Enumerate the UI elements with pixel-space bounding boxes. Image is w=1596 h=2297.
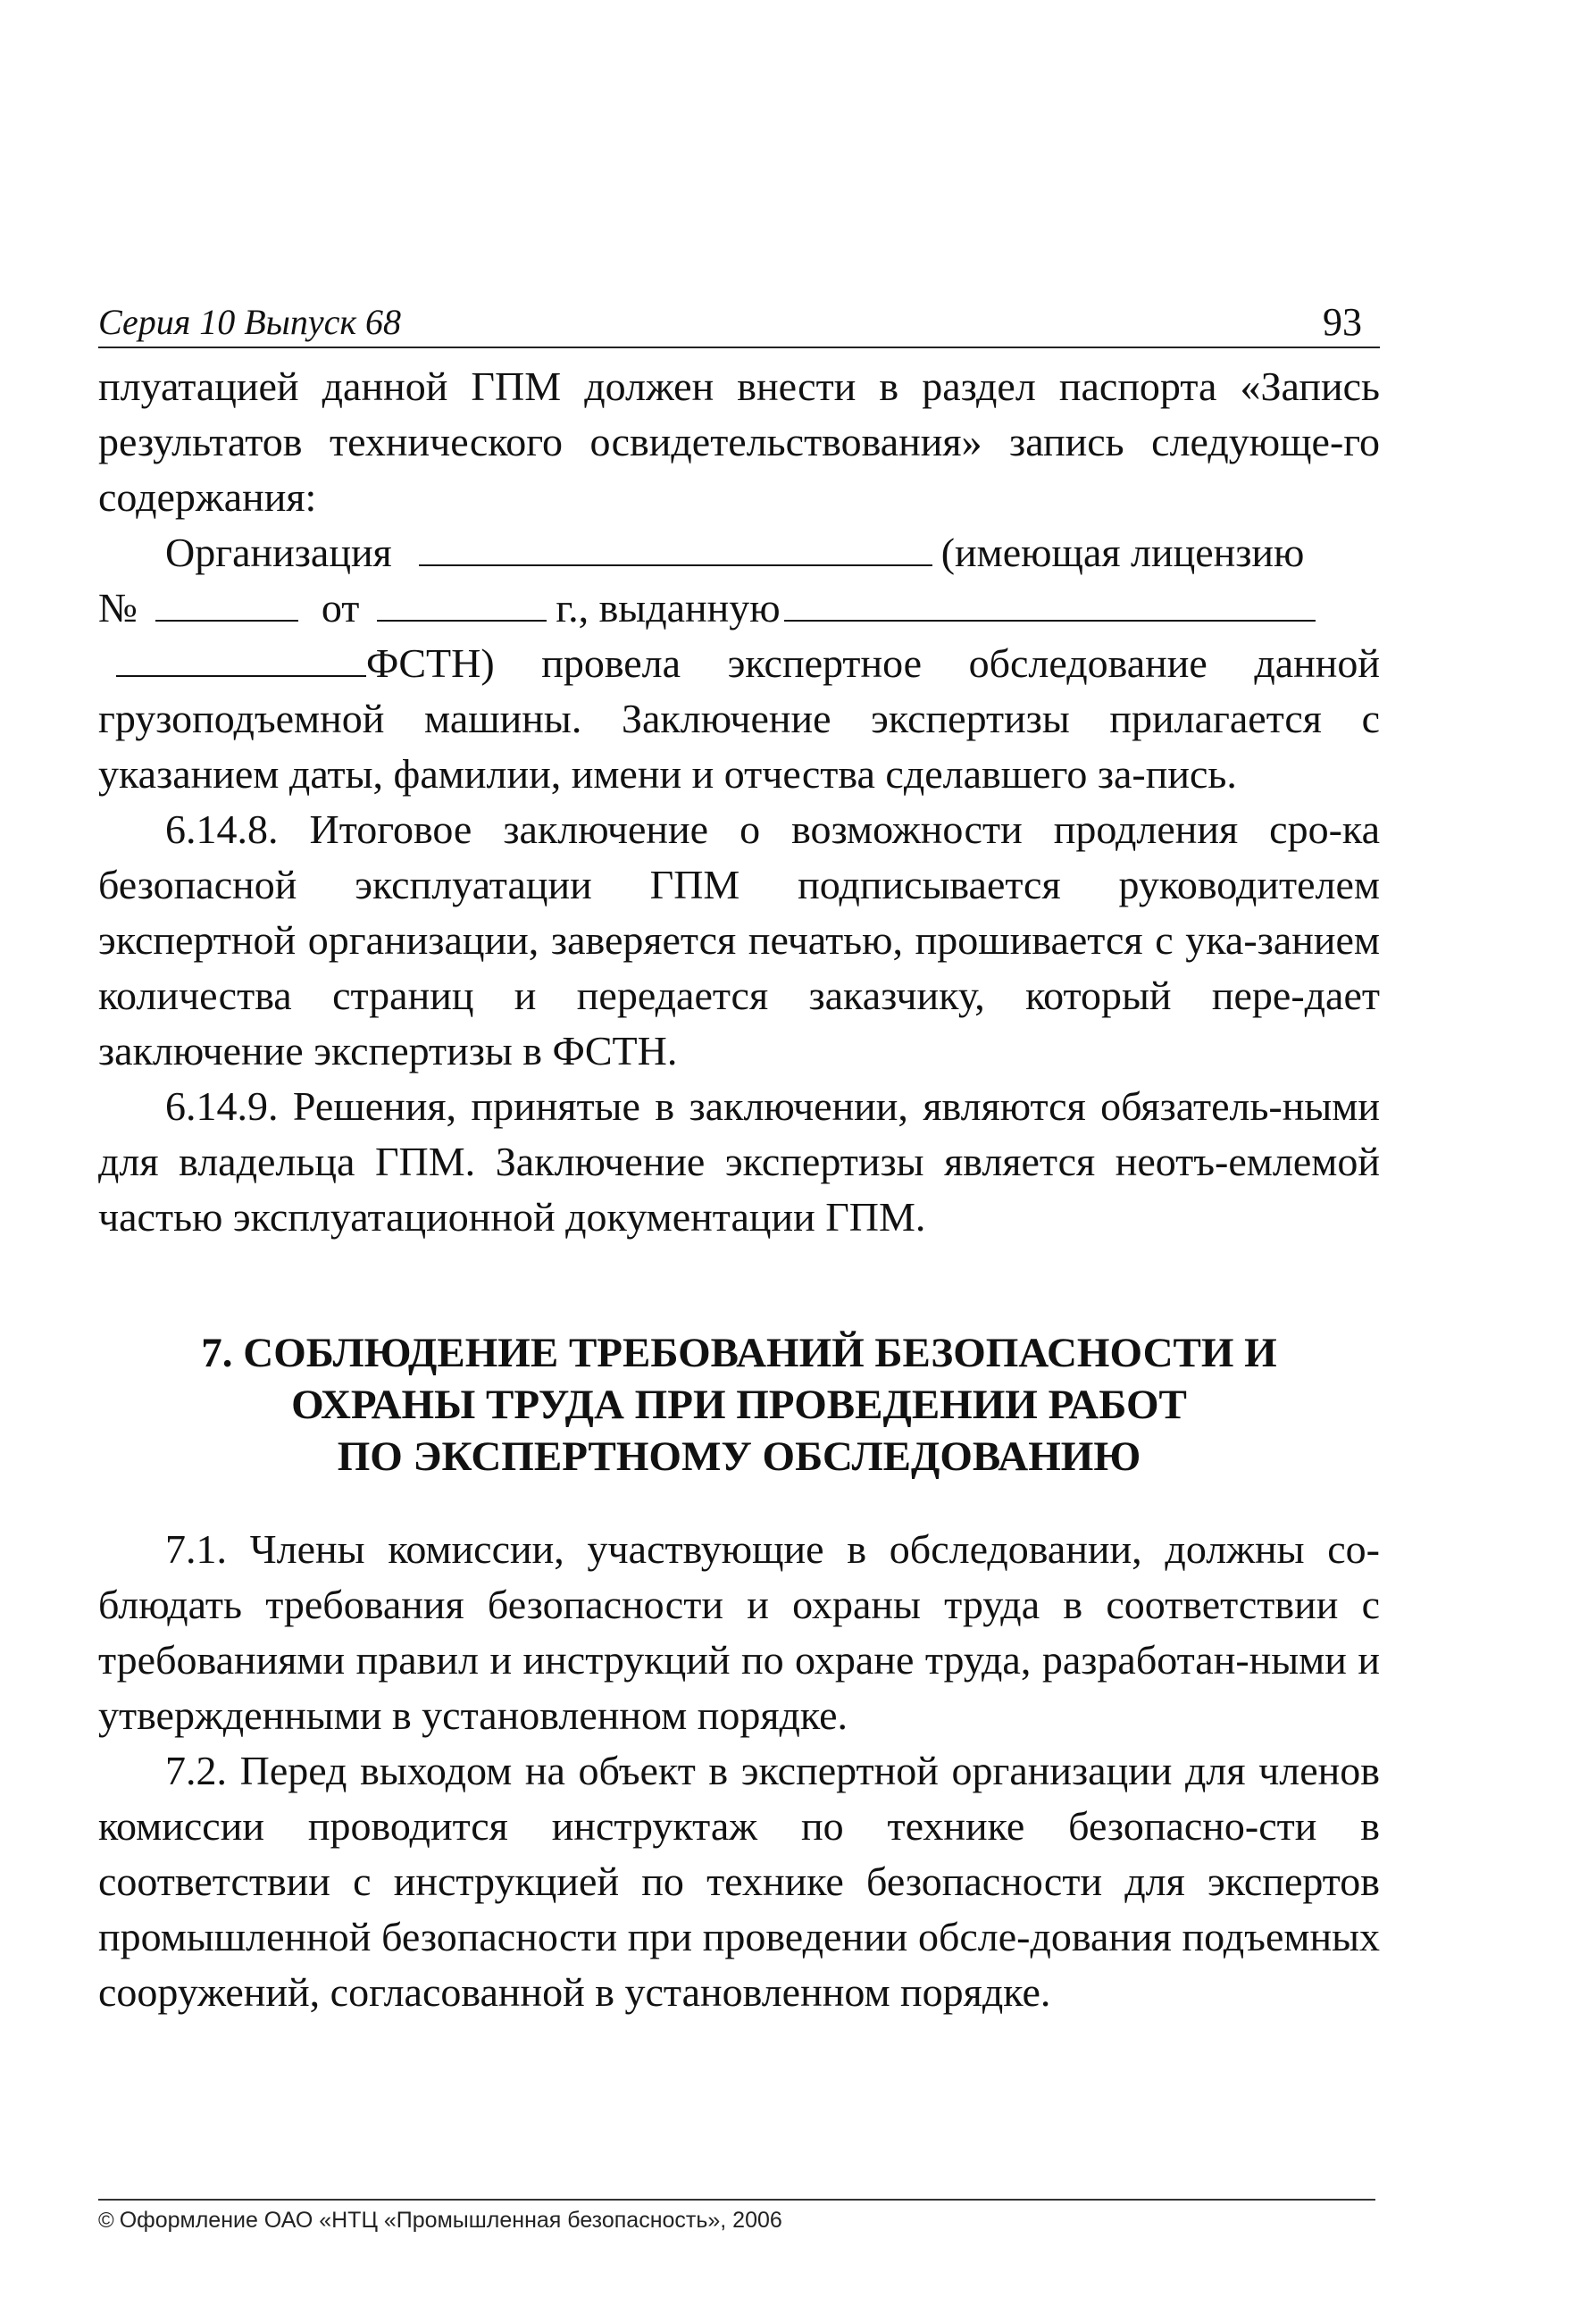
label-number: №: [98, 585, 138, 631]
heading-line-2: ОХРАНЫ ТРУДА ПРИ ПРОВЕДЕНИИ РАБОТ: [291, 1382, 1187, 1428]
paragraph-6-14-8: 6.14.8. Итоговое заключение о возможности продления сро-ка безопасной эксплуатации ГПМ подписывается руководителем экспертной организации, заверяется печатью, прошивается с ука-занием количества страниц и передается заказчику, который пере-дает заключение экспертизы в ФСТН.: [98, 806, 1380, 1073]
footer-copyright: [98, 2208, 1375, 2234]
blank-issuer-continued: [116, 636, 366, 677]
paragraph-7-2: 7.2. Перед выходом на объект в экспертной организации для членов комиссии проводится инструктаж по технике безопасно-сти в соответствии с инструкцией по технике безопасности для экспертов промышленной безопасности при проведении обсле-дования подъемных сооружений, согласованной в установленном порядке.: [98, 1748, 1380, 2015]
paragraph-continuation: плуатацией данной ГПМ должен внести в раздел паспорта «Запись результатов технического освидетельствования» запись следующе-го содержания:: [98, 363, 1380, 520]
copyright-icon: ©: [98, 2208, 114, 2233]
heading-line-1: 7. СОБЛЮДЕНИЕ ТРЕБОВАНИЙ БЕЗОПАСНОСТИ И: [201, 1330, 1277, 1376]
blank-organization: [419, 525, 932, 566]
paragraph-fstn-text: ФСТН) провела экспертное обследование данной грузоподъемной машины. Заключение экспертизы прилагается с указанием даты, фамилии, имени и отчества сделавшего за-пись.: [98, 640, 1380, 797]
page-footer: [98, 2199, 1375, 2234]
label-organization: Организация: [165, 530, 392, 575]
label-license: (имеющая лицензию: [940, 530, 1305, 575]
label-from: от: [321, 585, 360, 631]
blank-number: [155, 581, 298, 622]
paragraph-6-14-9: 6.14.9. Решения, принятые в заключении, являются обязатель-ными для владельца ГПМ. Заключение экспертизы является неотъ-емлемой частью эксплуатационной документации ГПМ.: [98, 1083, 1380, 1240]
footer-text: Оформление ОАО «НТЦ «Промышленная безопасность», 2006: [119, 2208, 782, 2233]
paragraph-7-1: 7.1. Члены комиссии, участвующие в обследовании, должны со-блюдать требования безопасности и охраны труда в соответствии с требованиями правил и инструкций по охране труда, разработан-ными и утвержденными в установленном порядке.: [98, 1526, 1380, 1738]
paragraph-fstn: [98, 636, 1380, 802]
series-title: Серия 10 Выпуск 68: [98, 302, 402, 342]
label-issued: г., выданную: [556, 585, 781, 631]
form-line-number: [98, 581, 1380, 636]
page-body: [98, 359, 1380, 2020]
document-page: [98, 295, 1380, 2020]
section-heading-7: [98, 1327, 1380, 1483]
blank-issuer: [784, 581, 1316, 622]
blank-date: [377, 581, 547, 622]
page-number: 93: [1323, 300, 1362, 344]
running-header: [98, 295, 1380, 348]
form-line-organization: [98, 525, 1380, 581]
footer-rule: [98, 2199, 1375, 2201]
heading-line-3: ПО ЭКСПЕРТНОМУ ОБСЛЕДОВАНИЮ: [337, 1433, 1141, 1480]
